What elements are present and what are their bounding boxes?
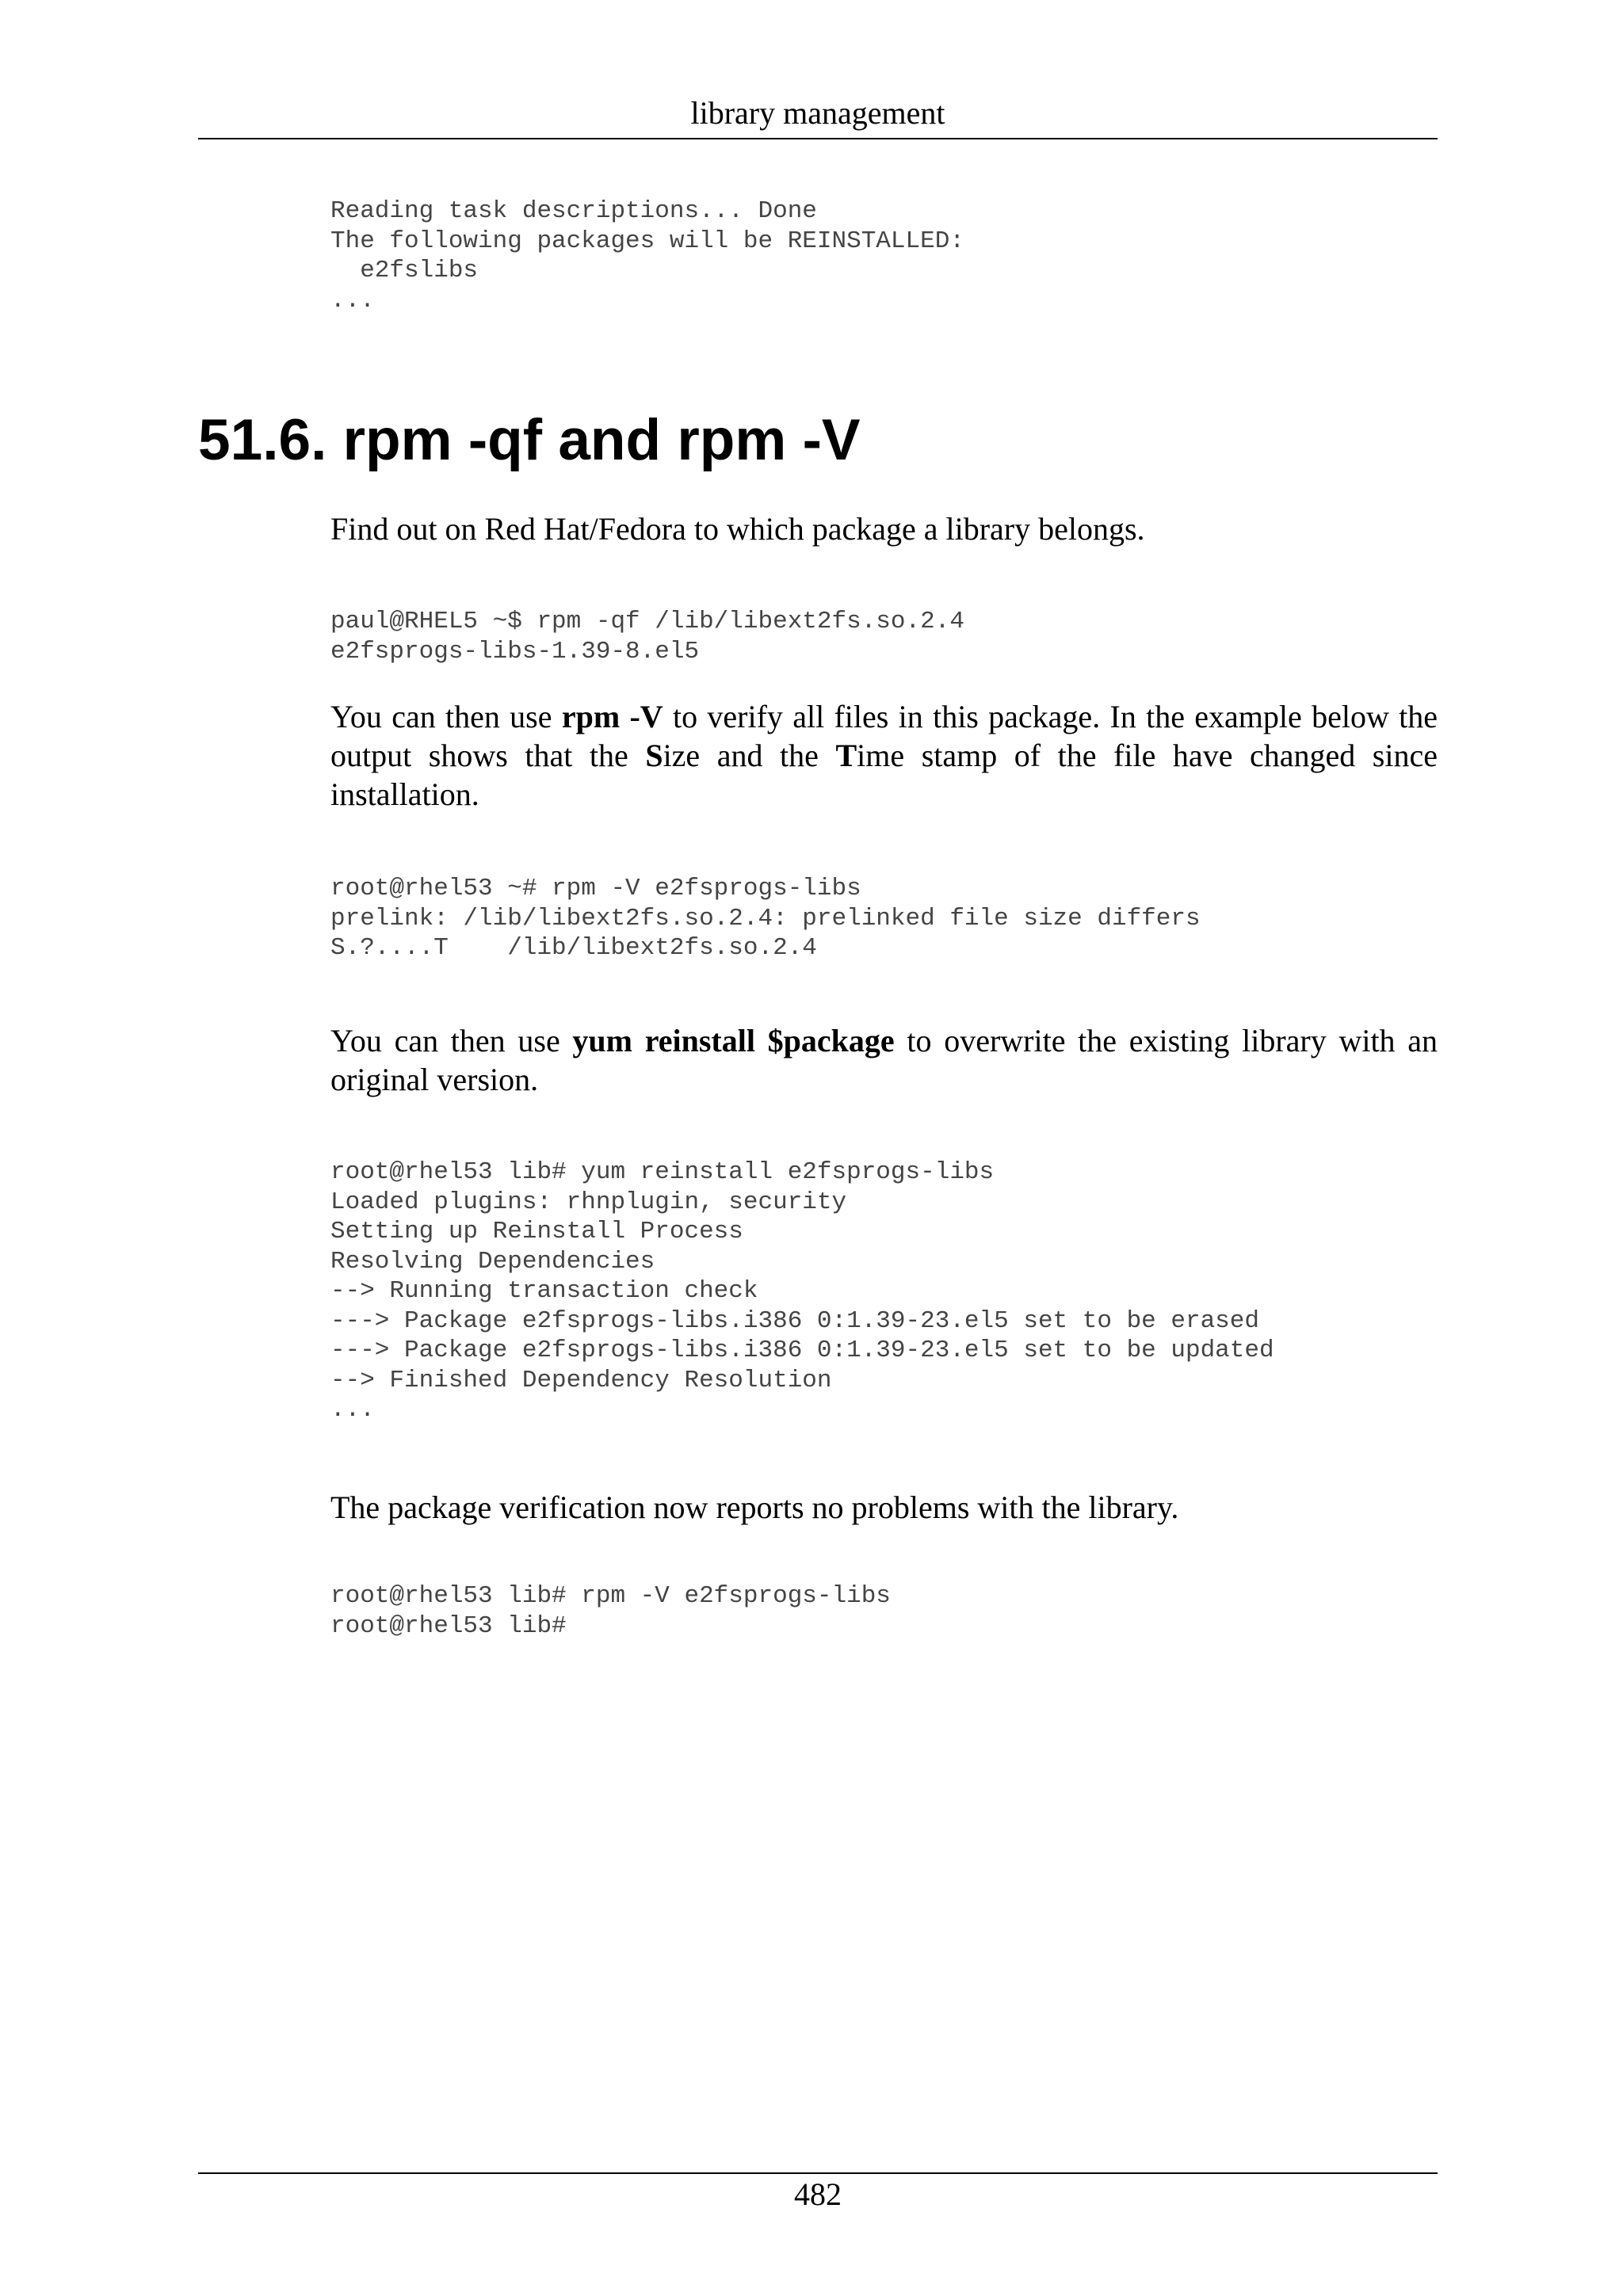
header-rule <box>198 138 1438 139</box>
section-heading: 51.6. rpm -qf and rpm -V <box>198 408 861 472</box>
code-line: ---> Package e2fsprogs-libs.i386 0:1.39-23.el5 set to be updated <box>330 1337 1274 1364</box>
code-line: e2fsprogs-libs-1.39-8.el5 <box>330 637 700 666</box>
paragraph-yum-reinstall <box>330 1021 1438 1099</box>
code-line: The following packages will be REINSTALLED: <box>330 227 964 255</box>
text: You can then use <box>330 1023 573 1058</box>
code-line: Resolving Dependencies <box>330 1247 655 1276</box>
code-line: ... <box>330 1396 375 1424</box>
code-line: ... <box>330 286 375 315</box>
code-line: prelink: /lib/libext2fs.so.2.4: prelinked file size differs <box>330 904 1201 933</box>
time-letter: T <box>835 738 857 773</box>
text: ime stamp of the file have changed since installation. <box>330 738 1438 812</box>
running-header: library management <box>690 95 945 131</box>
paragraph-verification-clean: The package verification now reports no problems with the library. <box>330 1489 1179 1525</box>
code-line: root@rhel53 lib# yum reinstall e2fsprogs-libs <box>330 1158 995 1186</box>
code-line: e2fslibs <box>330 257 479 284</box>
size-letter: S <box>645 738 663 773</box>
text: to verify all files in this package. In the example below the output shows that the <box>330 699 1438 773</box>
code-block-rpm-v-clean <box>330 1581 891 1641</box>
paragraph-rpm-verify <box>330 697 1438 814</box>
text: You can then use <box>330 699 562 734</box>
paragraph-find-package: Find out on Red Hat/Fedora to which package a library belongs. <box>330 511 1145 547</box>
code-line: S.?....T /lib/libext2fs.so.2.4 <box>330 934 817 962</box>
code-line: Reading task descriptions... Done <box>330 197 817 225</box>
code-line: Setting up Reinstall Process <box>330 1218 743 1245</box>
code-block-apt-reinstall <box>330 196 964 315</box>
code-line: root@rhel53 lib# rpm -V e2fsprogs-libs <box>330 1582 891 1610</box>
code-line: ---> Package e2fsprogs-libs.i386 0:1.39-23.el5 set to be erased <box>330 1306 1259 1335</box>
code-line: root@rhel53 ~# rpm -V e2fsprogs-libs <box>330 875 861 902</box>
code-block-rpm-qf <box>330 607 964 666</box>
text: ize and the <box>663 738 836 773</box>
code-line: Loaded plugins: rhnplugin, security <box>330 1188 847 1216</box>
code-block-rpm-v <box>330 874 1201 963</box>
code-line: --> Finished Dependency Resolution <box>330 1366 832 1394</box>
command-yum-reinstall: yum reinstall $package <box>572 1023 895 1058</box>
code-line: paul@RHEL5 ~$ rpm -qf /lib/libext2fs.so.2.4 <box>330 608 964 635</box>
code-line: --> Running transaction check <box>330 1277 758 1305</box>
text: to overwrite the existing library with an original version. <box>330 1023 1438 1097</box>
code-block-yum-reinstall <box>330 1158 1274 1425</box>
page-number: 482 <box>794 2176 842 2212</box>
command-rpm-v: rpm -V <box>561 699 663 734</box>
code-line: root@rhel53 lib# <box>330 1611 567 1640</box>
